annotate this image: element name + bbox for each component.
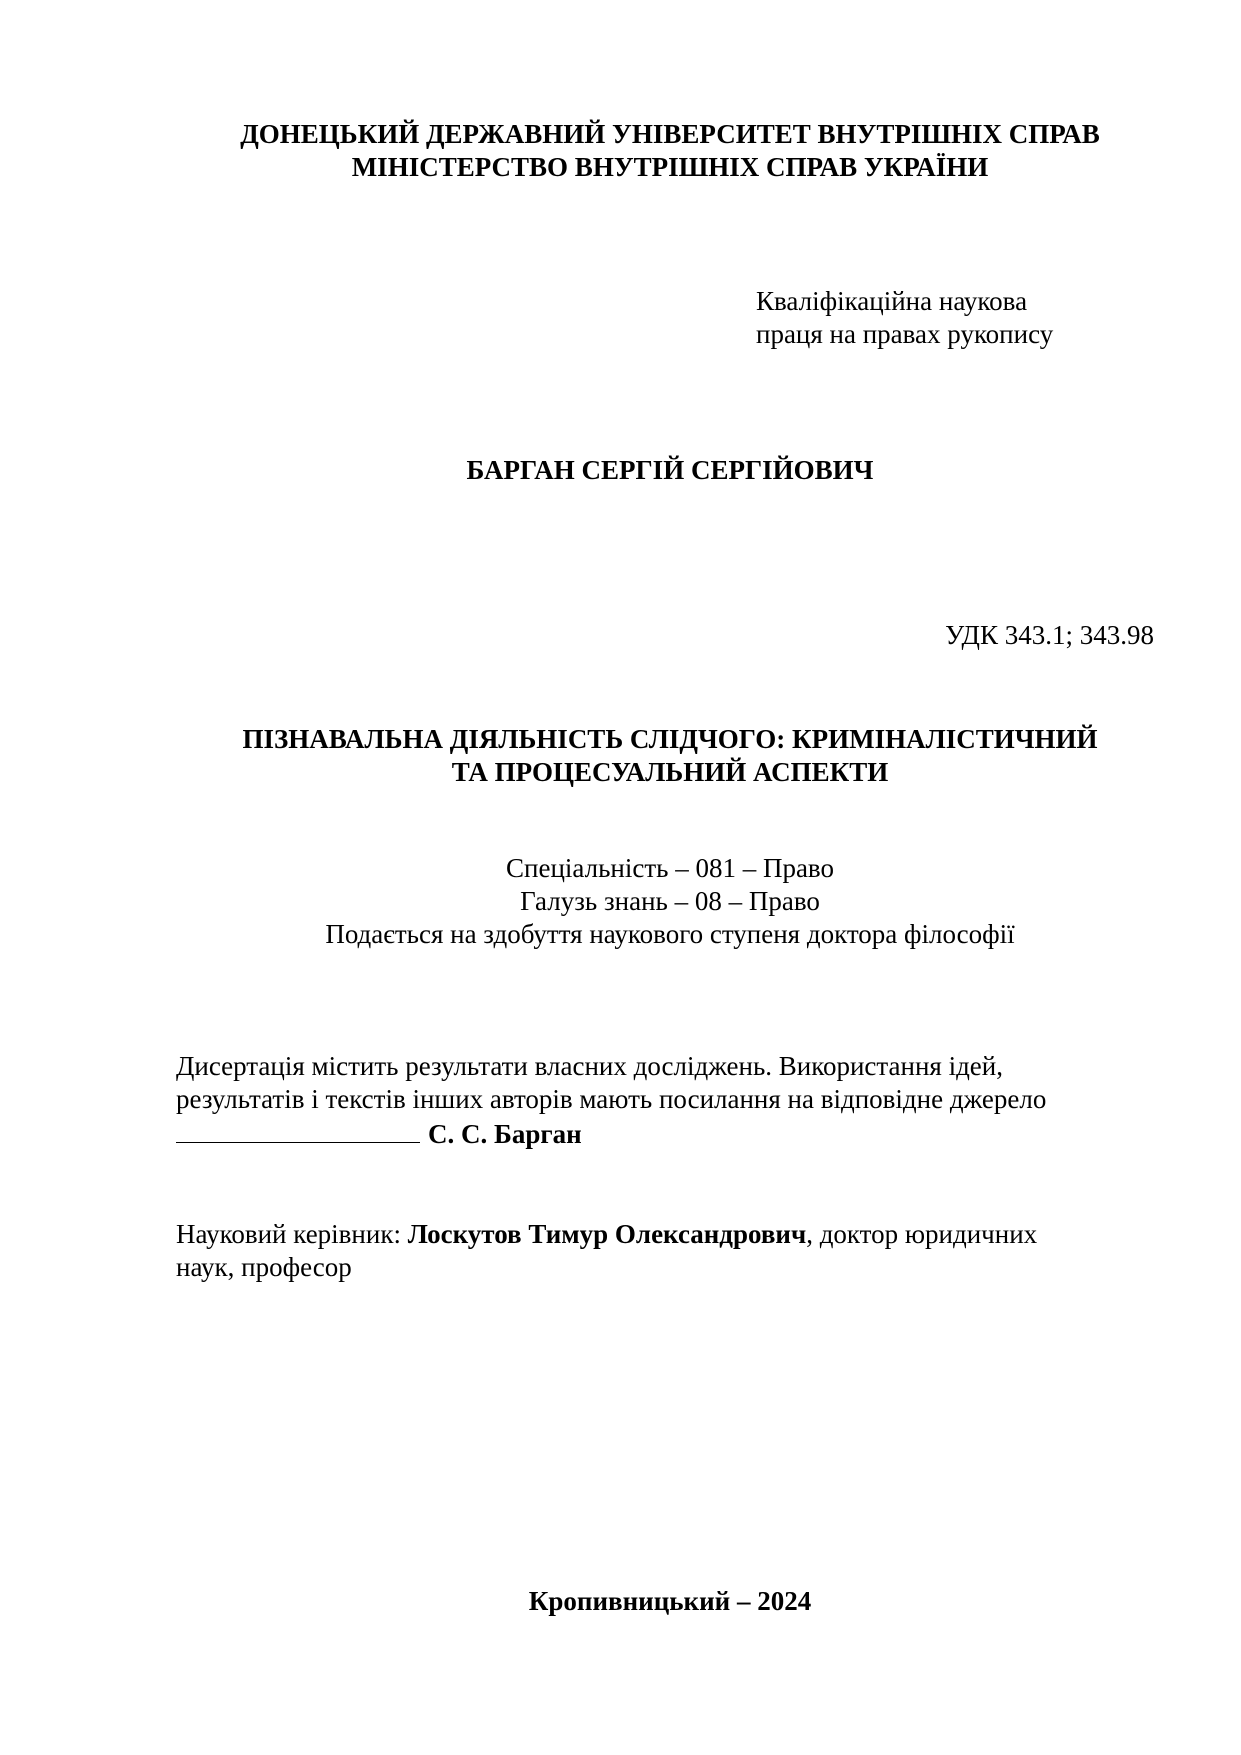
thesis-title-line2: ТА ПРОЦЕСУАЛЬНИЙ АСПЕКТИ (451, 757, 889, 787)
udc-code: УДК 343.1; 343.98 (945, 620, 1154, 650)
city-year: Кропивницький – 2024 (528, 1586, 812, 1616)
supervisor-block (176, 1218, 1154, 1284)
institution-heading (150, 118, 1190, 184)
declaration-line2: результатів і текстів інших авторів мають посилання на відповідне джерело (176, 1084, 1047, 1114)
ministry-name: МІНІСТЕРСТВО ВНУТРІШНІХ СПРАВ УКРАЇНИ (351, 152, 989, 182)
author-name: БАРГАН СЕРГІЙ СЕРГІЙОВИЧ (466, 455, 874, 485)
supervisor-line2: наук, професор (176, 1252, 352, 1282)
field-of-knowledge-line: Галузь знань – 08 – Право (520, 886, 820, 916)
manuscript-note (756, 285, 1196, 351)
declaration-line1: Дисертація містить результати власних досліджень. Використання ідей, (176, 1051, 1003, 1081)
supervisor-degree: , доктор юридичних (806, 1219, 1038, 1249)
originality-declaration (176, 1050, 1154, 1151)
degree-line: Подається на здобуття наукового ступеня доктора філософії (325, 919, 1015, 949)
signature-name: С. С. Барган (428, 1119, 582, 1149)
specialty-block (150, 852, 1190, 951)
manuscript-note-line2: праця на правах рукопису (756, 319, 1054, 349)
signature-row (176, 1116, 1154, 1151)
signature-line (176, 1116, 420, 1143)
supervisor-name: Лоскутов Тимур Олександрович (407, 1219, 807, 1249)
specialty-line: Спеціальність – 081 – Право (506, 853, 834, 883)
supervisor-line1 (176, 1218, 1154, 1251)
thesis-title (150, 723, 1190, 789)
supervisor-label: Науковий керівник: (176, 1219, 408, 1249)
university-name: ДОНЕЦЬКИЙ ДЕРЖАВНИЙ УНІВЕРСИТЕТ ВНУТРІШНІХ СПРАВ (240, 119, 1100, 149)
manuscript-note-line1: Кваліфікаційна наукова (756, 286, 1028, 316)
thesis-title-line1: ПІЗНАВАЛЬНА ДІЯЛЬНІСТЬ СЛІДЧОГО: КРИМІНАЛІСТИЧНИЙ (242, 724, 1098, 754)
